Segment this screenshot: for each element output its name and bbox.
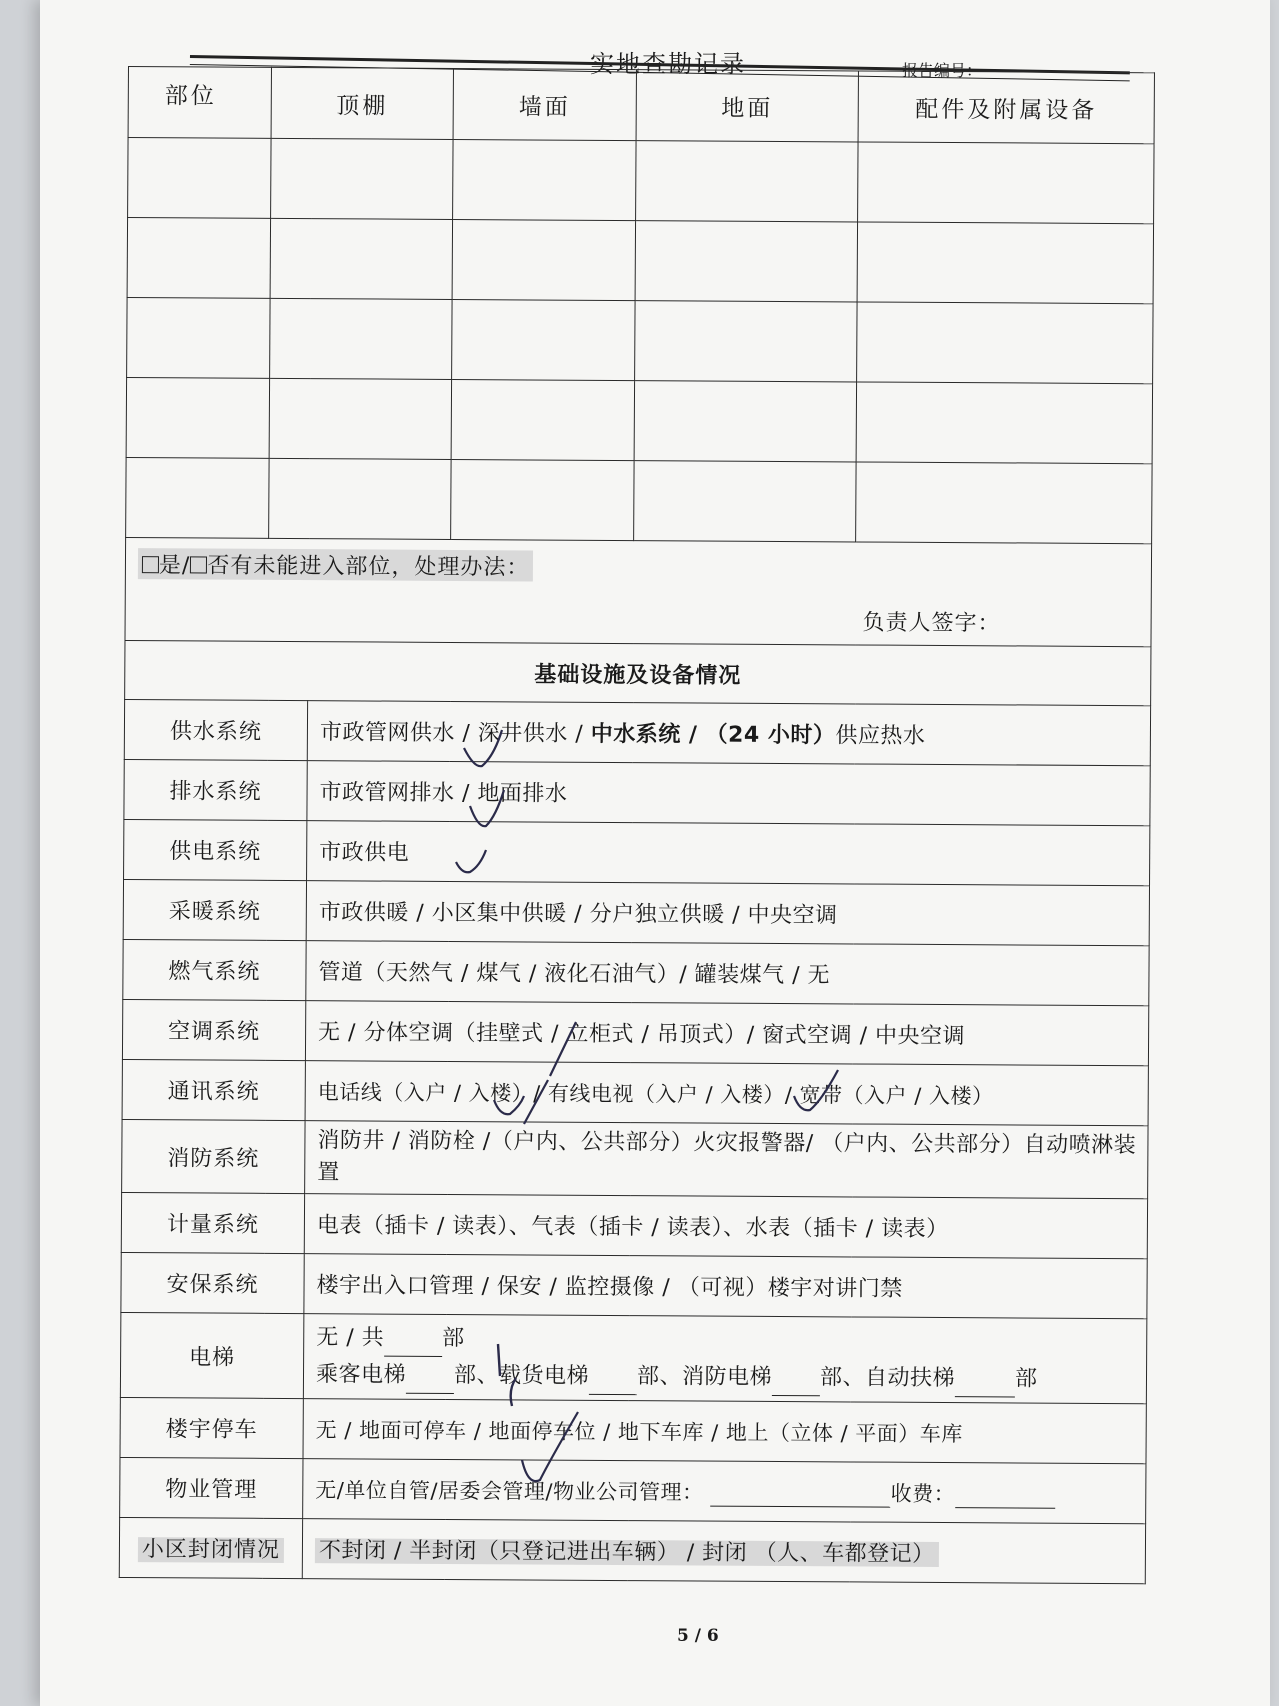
facility-row-parking (120, 1397, 1146, 1463)
note-row (125, 537, 1152, 646)
facility-row-power (124, 819, 1150, 885)
elevator-total-line: 无 / 共 部 (316, 1319, 1146, 1361)
page-number: 5 / 6 (677, 1626, 719, 1646)
report-number-label: 报告编号： (902, 61, 983, 80)
facility-value: 市政管网排水 / 地面排水 (307, 761, 1150, 826)
facility-row-aircon (122, 999, 1148, 1065)
management-company-blank[interactable] (711, 1481, 891, 1507)
facility-label: 楼宇停车 (120, 1397, 303, 1458)
facility-label: 空调系统 (122, 999, 305, 1060)
facility-value: 市政供暖 / 小区集中供暖 / 分户独立供暖 / 中央空调 (306, 881, 1149, 946)
cargo-elevator-blank[interactable] (589, 1358, 637, 1395)
facility-label: 消防系统 (122, 1119, 305, 1193)
facility-row-property-management (120, 1457, 1146, 1523)
facility-value: 市政管网供水 / 深井供水 / 中水系统 / （24 小时）供应热水 (307, 701, 1150, 766)
facility-label: 供电系统 (124, 819, 307, 880)
facility-value: 楼宇出入口管理 / 保安 / 监控摄像 / （可视）楼宇对讲门禁 (304, 1254, 1147, 1319)
fire-elevator-blank[interactable] (772, 1359, 820, 1396)
facility-row-water-supply (124, 699, 1150, 765)
column-header-wall: 墙面 (453, 68, 636, 140)
facility-row-security (121, 1252, 1147, 1318)
facility-label: 电梯 (120, 1312, 304, 1398)
section-title: 基础设施及设备情况 (125, 640, 1151, 705)
no-checkbox[interactable] (190, 556, 207, 573)
facility-label: 采暖系统 (123, 879, 306, 940)
inspection-row (126, 377, 1152, 463)
elevator-types-line: 乘客电梯 部、载货电梯 部、消防电梯 部、自动扶梯 部 (316, 1356, 1146, 1398)
signature-label: 负责人签字： (862, 610, 1001, 637)
facility-value: 无/单位自管/居委会管理/物业公司管理： 收费： (303, 1459, 1146, 1524)
facility-label: 小区封闭情况 (119, 1517, 302, 1578)
unreachable-area-question: 是/ 否有未能进入部位，处理办法： (138, 548, 534, 581)
inspection-row (127, 218, 1153, 304)
facility-label: 供水系统 (124, 699, 307, 760)
fee-blank[interactable] (955, 1483, 1055, 1509)
facility-value: 无 / 地面可停车 / 地面停车位 / 地下车库 / 地上（立体 / 平面）车库 (303, 1399, 1146, 1464)
facility-row-elevator (120, 1312, 1147, 1403)
facility-row-enclosure (119, 1517, 1145, 1583)
column-header-ceiling: 顶棚 (271, 67, 453, 139)
column-header-location: 部位 (128, 67, 271, 139)
facility-value: 不封闭 / 半封闭（只登记进出车辆） / 封闭 （人、车都登记） (302, 1519, 1145, 1584)
facility-row-metering (121, 1192, 1147, 1258)
document-page (40, 0, 1270, 1706)
facility-value: 电话线（入户 / 入楼）/ 有线电视（入户 / 入楼）/ 宽带（入户 / 入楼） (305, 1061, 1148, 1126)
note-cell (125, 537, 1152, 646)
passenger-elevator-blank[interactable] (406, 1357, 454, 1394)
facility-value: 市政供电 (307, 821, 1150, 886)
facility-label: 排水系统 (124, 759, 307, 820)
elevator-total-blank[interactable] (384, 1320, 442, 1357)
inspection-row (128, 138, 1154, 224)
facility-row-heating (123, 879, 1149, 945)
inspection-header-row (128, 67, 1154, 144)
facility-label: 通讯系统 (122, 1059, 305, 1120)
facility-row-telecom (122, 1059, 1148, 1125)
facility-label: 安保系统 (121, 1252, 304, 1313)
inspection-row (126, 457, 1152, 543)
facility-value: 电表（插卡 / 读表）、气表（插卡 / 读表）、水表（插卡 / 读表） (304, 1194, 1147, 1259)
document-title: 实地查勘记录 (590, 50, 746, 78)
facility-row-fire (122, 1119, 1148, 1198)
facility-value: 消防井 / 消防栓 /（户内、公共部分）火灾报警器/ （户内、公共部分）自动喷淋装置 (305, 1121, 1148, 1199)
facility-value (303, 1314, 1147, 1404)
facility-label: 燃气系统 (123, 939, 306, 1000)
facility-label: 物业管理 (120, 1457, 303, 1518)
yes-checkbox[interactable] (142, 556, 159, 573)
column-header-fittings: 配件及附属设备 (858, 71, 1154, 144)
section-title-row (125, 640, 1151, 705)
facility-row-gas (123, 939, 1149, 1005)
escalator-blank[interactable] (955, 1360, 1015, 1397)
inspection-row (127, 297, 1153, 383)
inspection-form (119, 66, 1155, 1584)
facility-row-drainage (124, 759, 1150, 825)
facility-value: 管道（天然气 / 煤气 / 液化石油气）/ 罐装煤气 / 无 (306, 941, 1149, 1006)
facility-label: 计量系统 (121, 1192, 304, 1253)
column-header-floor: 地面 (636, 70, 858, 142)
facility-value: 无 / 分体空调（挂壁式 / 立柜式 / 吊顶式）/ 窗式空调 / 中央空调 (305, 1001, 1148, 1066)
